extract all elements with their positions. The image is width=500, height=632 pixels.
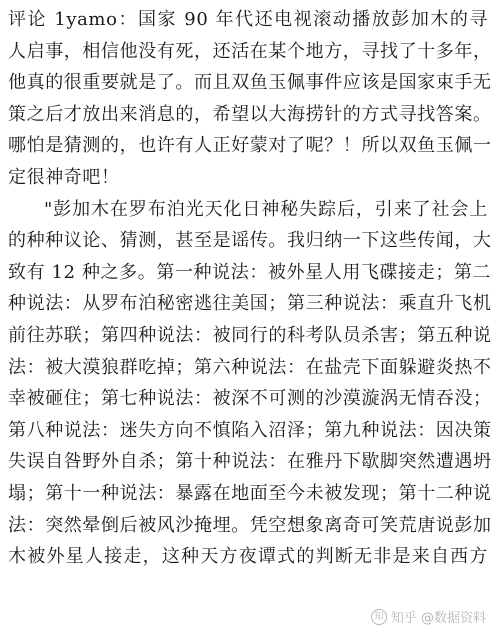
text-line: 法：被大漠狼群吃掉；第六种说法：在盐壳下面躲避炎热不 xyxy=(8,356,492,378)
quote-paragraph xyxy=(8,194,492,573)
text-line: 种说法：从罗布泊秘密逃往美国；第三种说法：乘直升飞机 xyxy=(8,293,492,315)
text-line: 塌；第十一种说法：暴露在地面至今未被发现；第十二种说 xyxy=(8,482,492,504)
text-line: 的种种议论、猜测，甚至是谣传。我归纳一下这些传闻，大 xyxy=(8,230,492,252)
text-line: 幸被砸住；第七种说法：被深不可测的沙漠漩涡无情吞没； xyxy=(8,388,492,410)
text-line: 失误自咎野外自杀；第十种说法：在雅丹下歇脚突然遭遇坍 xyxy=(8,451,492,473)
text-line: 哪怕是猜测的，也许有人正好蒙对了呢？！所以双鱼玉佩一 xyxy=(8,135,492,157)
text-line: 策之后才放出来消息的，希望以大海捞针的方式寻找答案。 xyxy=(8,103,492,125)
text-line: 他真的很重要就是了。而且双鱼玉佩事件应该是国家束手无 xyxy=(8,72,492,94)
watermark xyxy=(371,607,486,626)
text-line: 致有 12 种之多。第一种说法：被外星人用飞碟接走；第二 xyxy=(8,261,492,283)
text-line: 评论 1yamo：国家 90 年代还电视滚动播放彭加木的寻 xyxy=(8,9,488,30)
text-line: 人启事，相信他没有死，还活在某个地方，寻找了十多年， xyxy=(8,40,492,62)
text-line: 定很神奇吧！ xyxy=(8,166,120,188)
text-line: 前往苏联；第四种说法：被同行的科考队员杀害；第五种说 xyxy=(8,324,492,346)
text-line: 法：突然晕倒后被风沙掩埋。凭空想象离奇可笑荒唐说彭加 xyxy=(8,514,492,536)
comment-paragraph xyxy=(8,4,492,194)
watermark-text: 知乎 @数据资料 xyxy=(390,611,486,626)
text-line: 木被外星人接走，这种天方夜谭式的判断无非是来自西方 xyxy=(8,546,488,568)
zhihu-logo-icon: 知 xyxy=(371,609,387,625)
text-line: "彭加木在罗布泊光天化日神秘失踪后，引来了社会上 xyxy=(44,198,488,220)
text-line: 第八种说法：迷失方向不慎陷入沼泽；第九种说法：因决策 xyxy=(8,419,492,441)
